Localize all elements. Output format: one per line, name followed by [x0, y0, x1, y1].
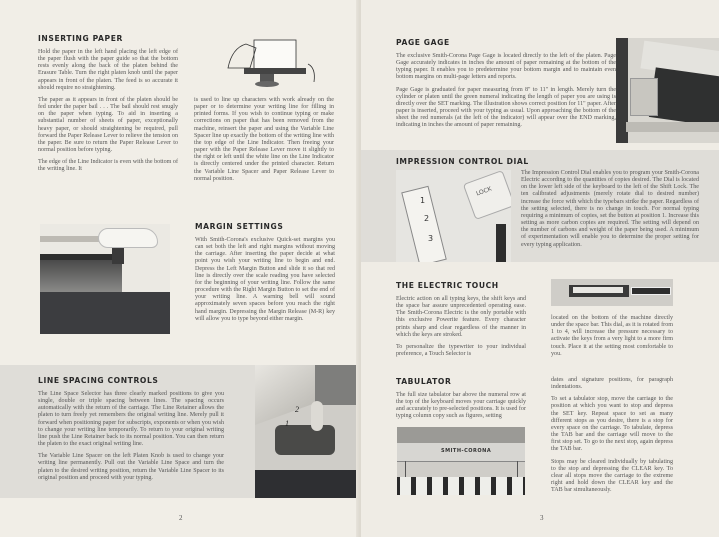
- paragraph: To set a tabulator stop, move the carriage to the position at which you want to stop and depress the SET key. Repeat space to set as many different stops as you desire, there is a stop for every space on the carriage. To tabulate, depress the TAB bar and the carriage will move to the first stop set. To go to the next stop, again depress the TAB bar.: [551, 396, 673, 453]
- impression-dial-photo: [396, 170, 511, 262]
- paragraph: located on the bottom of the machine directly under the space bar. This dial, as it is rotated from 1 to 4, will increase the pressure necessary to activate the keys from a very light to a more firm touch. Place it at the setting most comfortable to you.: [551, 315, 673, 357]
- section-page-gage: [396, 38, 616, 135]
- paragraph: The edge of the Line Indicator is even with the bottom of the writing line. It: [38, 159, 178, 173]
- paragraph: The Line Space Selector has three clearly marked positions to give you single, double or triple spacing between lines. The spacing occurs automatically with the return of the carriage. The Line Retainer allows the platen to turn freely yet remembers the original writing line. Merely pull it forward when positioning paper for subscripts, exponents or when you wish to change your writing line temporarily. To return to your original writing line push the Line Retainer back to its normal position. You can then return the platen to the exact original writing line.: [38, 391, 224, 448]
- dial-number: 2: [424, 214, 430, 223]
- paragraph: With Smith-Corona's exclusive Quick-set margins you can set both the left and right margins without moving the carriage. After inserting the paper decide at what point you wish your writing line to begin and end. Depress the Left Margin Button and slide it so that red line is directly over the scale reading you have selected for the beginning of your writing line. Follow the same procedure with the Right Margin Button to set the end of your writing line. A warning bell will sound approximately seven spaces before you reach the right hand margin. Depressing the Margin Release (M-R) key will allow you to type beyond either margin.: [195, 237, 335, 322]
- paragraph: The exclusive Smith-Corona Page Gage is located directly to the left of the platen. Page Gage accurately indicates in inches the amount of paper remaining at the bottom of the typing paper. It enables you to predetermine your bottom margin and to maintain even bottom margins on multi-page letters and reports.: [396, 53, 616, 81]
- section-margin-settings: [195, 222, 335, 328]
- line-spacer-photo: [255, 365, 356, 498]
- section-tabulator: [396, 377, 526, 426]
- section-tabulator-cont: [551, 377, 673, 499]
- paragraph: The full size tabulator bar above the numeral row at the top of the keyboard moves your carriage quickly and accurately to pre-selected positions. It is used for typing column copy such as figures, setting: [396, 392, 526, 420]
- dial-number: 1: [420, 196, 426, 205]
- page-gage-photo: [616, 38, 719, 143]
- section-inserting-paper: [38, 34, 178, 179]
- paragraph: Hold the paper in the left hand placing the left edge of the paper flush with the paper guide so that the bottom rests evenly along the back of the platen behind the Erasure Table. Turn the right platen knob until the paper appears in front of the platen. The feed is so accurate it should require no straightening.: [38, 49, 178, 91]
- lever-label: 2: [295, 405, 299, 414]
- section-title: TABULATOR: [396, 377, 452, 386]
- paragraph: dates and signature positions, for paragraph indentations.: [551, 377, 673, 391]
- page-number: 3: [540, 514, 544, 522]
- paper-insertion-illustration: [226, 38, 318, 90]
- dial-number: 3: [428, 234, 434, 243]
- right-page: [361, 0, 719, 537]
- section-title: IMPRESSION CONTROL DIAL: [396, 157, 529, 166]
- paragraph: Stops may be cleared individually by tabulating to the stop and depressing the CLEAR key. To clear all stops move the carriage to the extreme right and hold down the CLEAR key and the TAB bar simultaneously.: [551, 458, 673, 494]
- section-electric-touch-cont: [551, 315, 673, 363]
- section-inserting-paper-cont: [194, 97, 334, 188]
- paragraph: Electric action on all typing keys, the shift keys and the space bar assure unprecedented operating ease. The Smith-Corona Electric is the only portable with this exclusive Powerite feature. Every character prints sharp and clear regardless of the manner in which the keys are stroked.: [396, 296, 526, 338]
- page-number: 2: [179, 514, 183, 522]
- paragraph: is used to line up characters with work already on the paper or to determine your writing line for filling in printed forms. If you wish to continue typing or make corrections on paper that has been removed from the machine, reinsert the paper and using the Variable Line Spacer line up exactly the bottom of the writing line with the top edge of the Line Indicator. Then freeing your paper with the Paper Release Lever move it slightly to the right or left until the white line on the Line Indicator is directly centered under the printed character. Return the Variable Line Spacer and Paper Release Lever to normal position.: [194, 97, 334, 182]
- lever-label: 1: [285, 419, 289, 428]
- brand-label: SMITH-CORONA: [441, 448, 492, 454]
- paragraph: The Impression Control Dial enables you to program your Smith-Corona Electric according to the quantities of copies desired. The Dial is located on the lower left side of the keyboard to the left of the Shift Lock. The ten calibrated adjustments (merely rotate dial to desired number) increase the force with which the typebars strike the paper. Regardless of the setting selected, there is no change in touch. For normal typing requiring a minimum of copies, set the button at position 1. Increase this setting as more carbon copies are required. The setting will depend on the number of carbons and weight of the paper being used. A minimum of experimentation will enable you to determine the proper setting for every typing application.: [521, 170, 700, 248]
- margin-button-photo: [40, 224, 170, 334]
- section-impression-text: [521, 170, 699, 254]
- tabulator-photo: [397, 427, 525, 495]
- paragraph: The Variable Line Spacer on the left Platen Knob is used to change your writing line permanently. Pull out the Variable Line Space and turn the platen to the desired writing position, return the Variable Line Spacer to its original position and proceed with your typing.: [38, 453, 224, 481]
- section-title: PAGE GAGE: [396, 38, 450, 47]
- lock-key-label: LOCK: [475, 185, 493, 198]
- section-title: LINE SPACING CONTROLS: [38, 376, 159, 385]
- touch-selector-photo: [551, 279, 673, 306]
- section-title: THE ELECTRIC TOUCH: [396, 281, 499, 290]
- paragraph: To personalize the typewriter to your individual preference, a Touch Selector is: [396, 343, 526, 358]
- section-line-spacing: [38, 376, 224, 487]
- section-electric-touch: [396, 281, 526, 363]
- paragraph: Page Gage is graduated for paper measuring from 8" to 11" in length. Merely turn the cylinder or platen until the green numeral indicating the length of paper you are using is directly over the SET marking. The illustration shows correct position for 11" paper. After paper is inserted, proceed with your typing as usual. Upon approaching the bottom of the sheet the red numerals (at the left of the indicator) will appear over the END marking, indicating in inches the amount of paper remaining.: [396, 86, 616, 129]
- paragraph: The paper as it appears in front of the platen should be fed under the paper bail . . . The bail should rest snugly on the paper when typing. To aid in inserting a substantial number of sheets of paper, exceptionally heavy paper, or should straightening be required, pull forward the Paper Release Lever to relieve the tension on the paper. Be sure to return the Paper Release Lever to normal position before typing.: [38, 96, 178, 154]
- section-title: INSERTING PAPER: [38, 34, 123, 43]
- section-title: MARGIN SETTINGS: [195, 222, 284, 231]
